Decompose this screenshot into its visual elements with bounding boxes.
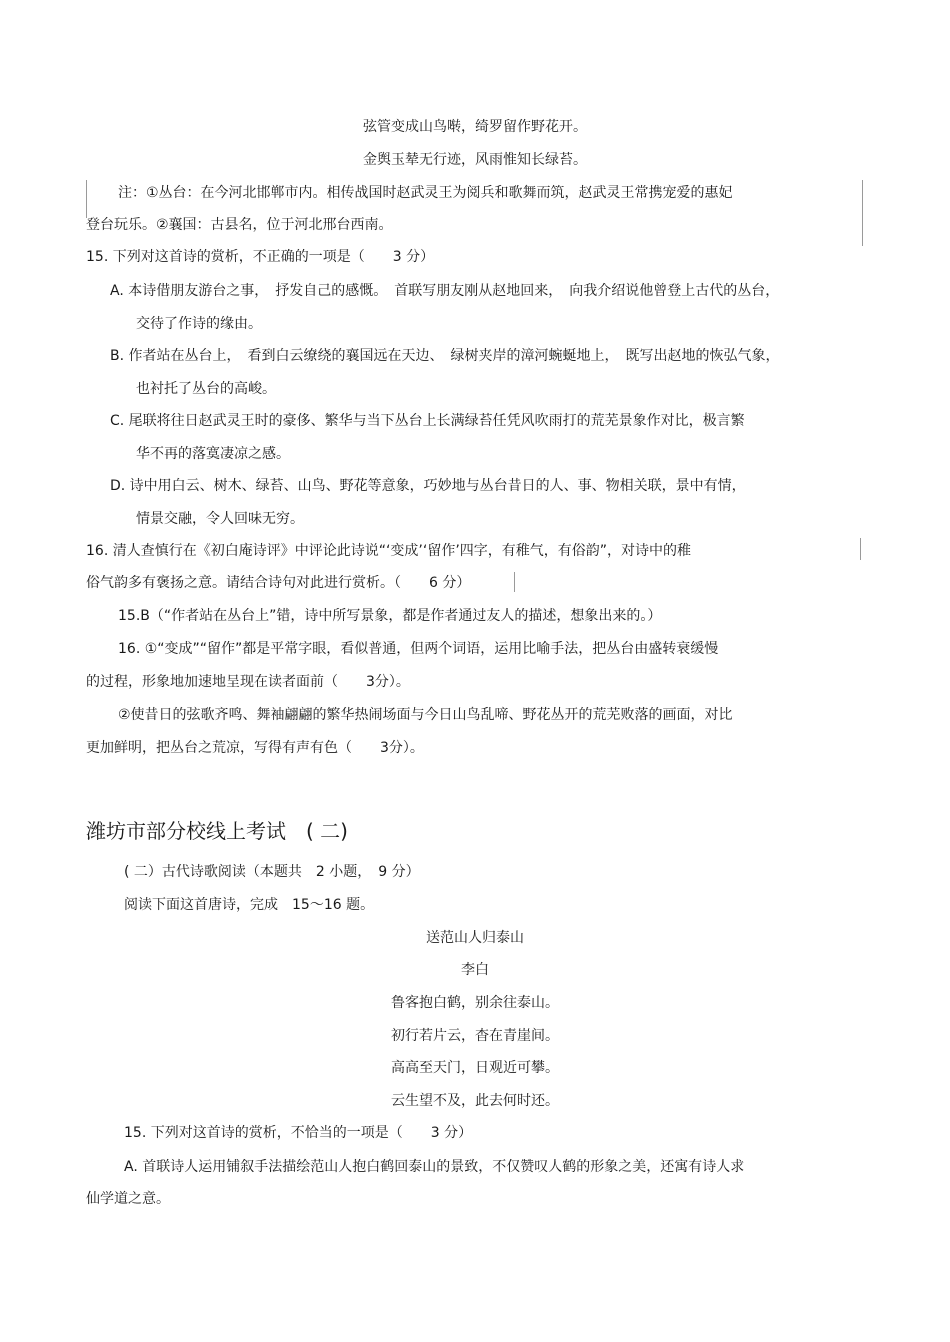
poem-line: 鲁客抱白鹤，别余往泰山。 (391, 995, 559, 1011)
option-b: B. 作者站在丛台上， 看到白云缭绕的襄国远在天边、 绿树夹岸的漳河蜿蜒地上， 既写出赵地的恢弘气象， (110, 348, 780, 364)
answer-15: 15.B（“作者站在丛台上”错，诗中所写景象，都是作者通过友人的描述，想象出来的。） (118, 608, 662, 624)
answer-16: 16. ①“变成”“留作”都是平常字眼，看似普通，但两个词语，运用比喻手法，把丛台由盛转衰缓慢 (118, 641, 719, 657)
option-a: A. 本诗借朋友游台之事， 抒发自己的感慨。 首联写朋友刚从赵地回来， 向我介绍说他曾登上古代的丛台， (110, 283, 780, 299)
option-a: A. 首联诗人运用铺叙手法描绘范山人抱白鹤回泰山的景致，不仅赞叹人鹤的形象之美，还寓有诗人求 (124, 1159, 745, 1175)
margin-rule (514, 572, 515, 592)
poem-line: 云生望不及，此去何时还。 (391, 1093, 559, 1109)
poem-line: 金舆玉辇无行迹，风雨惟知长绿苔。 (363, 152, 587, 168)
poem-author: 李白 (461, 962, 489, 978)
section-subheading: ( 二）古代诗歌阅读（本题共 2 小题， 9 分） (124, 864, 420, 880)
poem-title: 送范山人归泰山 (426, 930, 524, 946)
option-c-cont: 华不再的落寞凄凉之感。 (136, 446, 290, 462)
question-15-stem: 15. 下列对这首诗的赏析，不正确的一项是（ 3 分） (86, 249, 435, 265)
note-text: 登台玩乐。②襄国：古县名，位于河北邢台西南。 (86, 217, 393, 233)
question-16-stem: 16. 清人查慎行在《初白庵诗评》中评论此诗说“‘变成’‘留作’四字，有稚气，有俗韵”，对诗中的稚 (86, 543, 692, 559)
answer-16-part2-cont: 更加鲜明，把丛台之荒凉，写得有声有色（ 3分）。 (86, 740, 424, 756)
poem-line: 高高至天门，日观近可攀。 (391, 1060, 559, 1076)
question-16-stem-cont: 俗气韵多有褒扬之意。请结合诗句对此进行赏析。（ 6 分） (86, 575, 471, 591)
poem-line: 初行若片云，杳在青崖间。 (391, 1028, 559, 1044)
answer-16-cont: 的过程，形象地加速地呈现在读者面前（ 3分）。 (86, 674, 410, 690)
margin-rule (862, 180, 863, 246)
note-text: 注：①丛台：在今河北邯郸市内。相传战国时赵武灵王为阅兵和歌舞而筑，赵武灵王常携宠爱的惠妃 (118, 185, 733, 201)
option-a-cont: 交待了作诗的缘由。 (136, 316, 262, 332)
option-d-cont: 情景交融，令人回味无穷。 (136, 511, 304, 527)
option-d: D. 诗中用白云、树木、绿苔、山鸟、野花等意象，巧妙地与丛台昔日的人、事、物相关联，景中有情， (110, 478, 746, 494)
instruction-text: 阅读下面这首唐诗，完成 15～16 题。 (124, 897, 375, 913)
option-a-cont: 仙学道之意。 (86, 1191, 170, 1207)
answer-16-part2: ②使昔日的弦歌齐鸣、舞袖翩翩的繁华热闹场面与今日山鸟乱啼、野花丛开的荒芜败落的画面，对比 (118, 707, 733, 723)
margin-rule (86, 180, 87, 218)
option-b-cont: 也衬托了丛台的高峻。 (136, 381, 276, 397)
question-15-stem: 15. 下列对这首诗的赏析，不恰当的一项是（ 3 分） (124, 1125, 473, 1141)
poem-line: 弦管变成山鸟啭，绮罗留作野花开。 (363, 119, 587, 135)
section-heading: 潍坊市部分校线上考试 ( 二) (86, 819, 348, 843)
option-c: C. 尾联将往日赵武灵王时的豪侈、繁华与当下丛台上长满绿苔任凭风吹雨打的荒芜景象作对比，极言繁 (110, 413, 745, 429)
margin-rule (860, 538, 861, 560)
